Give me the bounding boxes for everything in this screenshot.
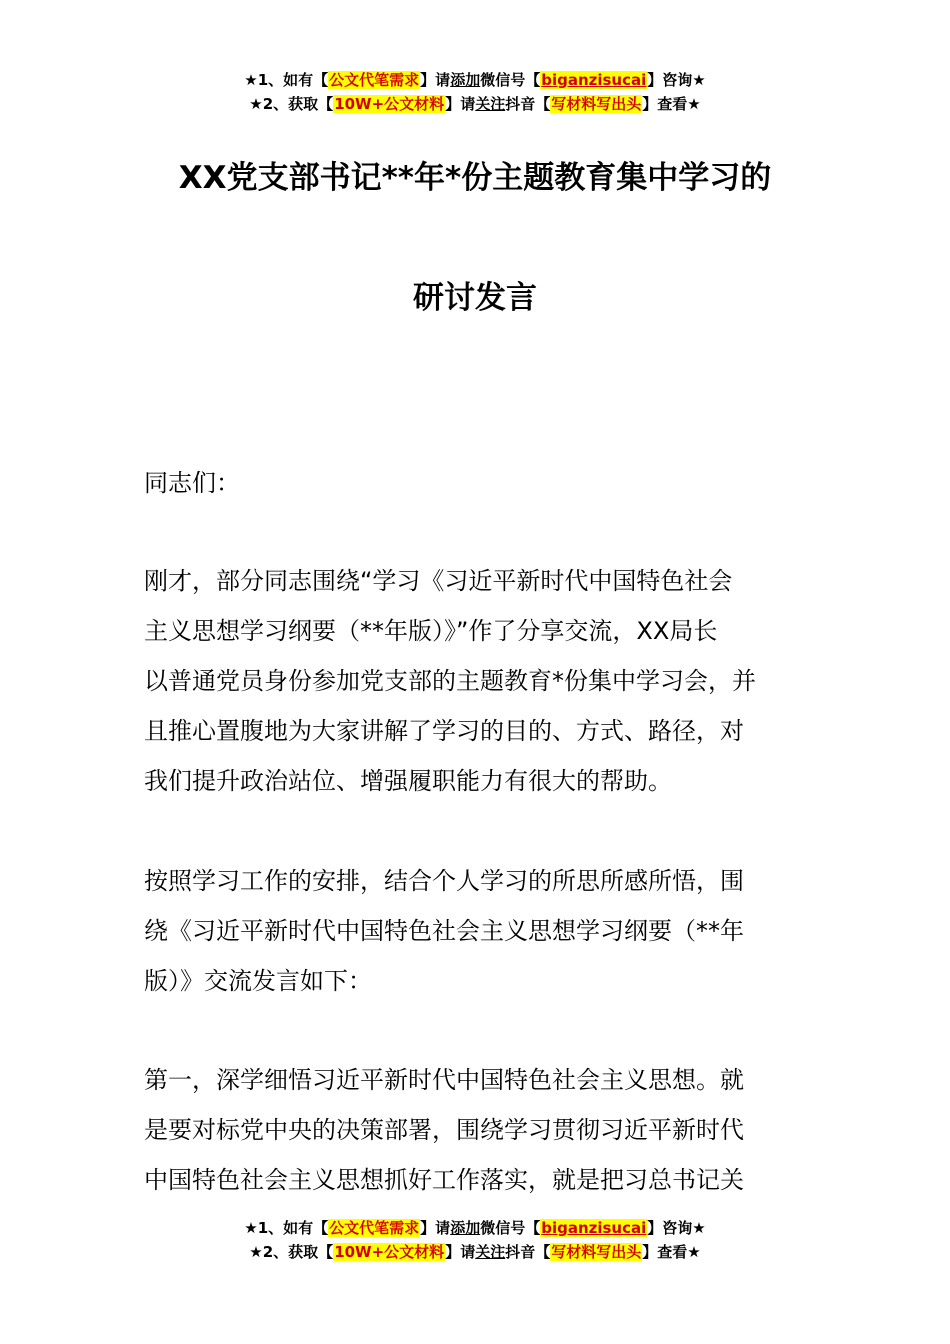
banner-wechat-id[interactable]: biganzisucai	[541, 1219, 647, 1237]
banner-highlight-service: 公文代笔需求	[329, 71, 420, 89]
salutation: 同志们：	[144, 469, 240, 497]
paragraph-2	[144, 856, 808, 1006]
paragraph-line: 是要对标党中央的决策部署，围绕学习贯彻习近平新时代	[144, 1116, 744, 1144]
document-title-line-1: XX党支部书记**年*份主题教育集中学习的	[178, 160, 772, 196]
banner-highlight-materials: 10W+公文材料	[334, 1243, 445, 1261]
paragraph-line: 我们提升政治站位、增强履职能力有很大的帮助。	[144, 767, 672, 795]
paragraph-line: 且推心置腹地为大家讲解了学习的目的、方式、路径，对	[144, 717, 744, 745]
banner-highlight-account: 写材料写出头	[551, 1243, 642, 1261]
paragraph-line: 第一，深学细悟习近平新时代中国特色社会主义思想。就	[144, 1066, 744, 1094]
paragraph-3	[144, 1055, 808, 1205]
header-banner	[0, 68, 950, 116]
banner-highlight-service: 公文代笔需求	[329, 1219, 420, 1237]
banner-highlight-account: 写材料写出头	[551, 95, 642, 113]
banner-line-1: ★1、如有【公文代笔需求】请添加微信号【biganzisucai】咨询★	[244, 1219, 706, 1237]
banner-line-2: ★2、获取【10W+公文材料】请关注抖音【写材料写出头】查看★	[249, 1243, 701, 1261]
paragraph-line: 绕《习近平新时代中国特色社会主义思想学习纲要（**年	[144, 917, 744, 945]
banner-line-1: ★1、如有【公文代笔需求】请添加微信号【biganzisucai】咨询★	[244, 71, 706, 89]
banner-wechat-id[interactable]: biganzisucai	[541, 71, 647, 89]
paragraph-1	[144, 556, 808, 806]
paragraph-line: 中国特色社会主义思想抓好工作落实，就是把习总书记关	[144, 1166, 744, 1194]
paragraph-line: 以普通党员身份参加党支部的主题教育*份集中学习会，并	[144, 667, 756, 695]
document-title-line-2: 研讨发言	[413, 280, 537, 316]
banner-highlight-materials: 10W+公文材料	[334, 95, 445, 113]
paragraph-line: 主义思想学习纲要（**年版）》”作了分享交流，XX局长	[144, 617, 718, 645]
paragraph-line: 按照学习工作的安排，结合个人学习的所思所感所悟，围	[144, 867, 744, 895]
paragraph-line: 刚才，部分同志围绕“学习《习近平新时代中国特色社会	[144, 567, 733, 595]
banner-line-2: ★2、获取【10W+公文材料】请关注抖音【写材料写出头】查看★	[249, 95, 701, 113]
paragraph-line: 版）》交流发言如下：	[144, 967, 372, 995]
footer-banner	[0, 1216, 950, 1264]
